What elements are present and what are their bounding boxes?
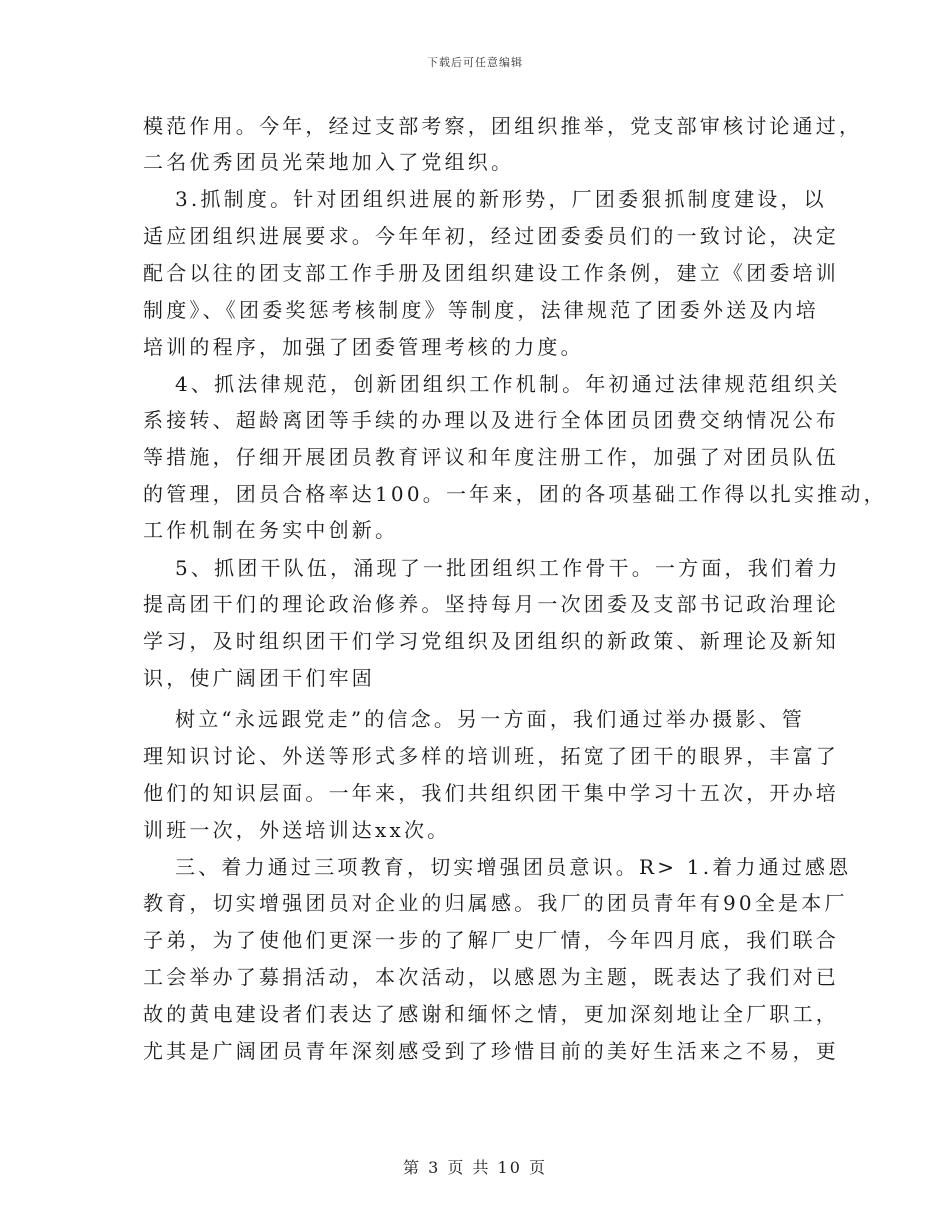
text-line-13: 5、抓团干队伍，涌现了一批团组织工作骨干。一方面，我们着力 (175, 556, 841, 580)
text-line-26: 尤其是广阔团员青年深刻感受到了珍惜目前的美好生活来之不易，更 (143, 1039, 839, 1063)
text-line-19: 他们的知识层面。一年来，我们共组织团干集中学习十五次，开办培 (143, 781, 839, 805)
text-line-9: 系接转、超龄离团等手续的办理以及进行全体团员团费交纳情况公布 (143, 408, 839, 432)
text-line-4: 适应团组织进展要求。今年年初，经过团委委员们的一致讨论，决定 (143, 224, 839, 248)
text-line-2: 二名优秀团员光荣地加入了党组织。 (143, 150, 515, 174)
text-line-5: 配合以往的团支部工作手册及团组织建设工作条例，建立《团委培训 (143, 261, 839, 285)
text-line-3: 3.抓制度。针对团组织进展的新形势，厂团委狠抓制度建设，以 (175, 187, 827, 211)
text-line-24: 工会举办了募捐活动，本次活动，以感恩为主题，既表达了我们对已 (143, 965, 839, 989)
text-line-21: 三、着力通过三项教育，切实增强团员意识。R> 1.着力通过感恩 (175, 855, 852, 879)
text-line-7: 培训的程序，加强了团委管理考核的力度。 (143, 335, 584, 359)
page-header: 下载后可任意编辑 (427, 56, 523, 69)
text-line-22: 教育，切实增强团员对企业的归属感。我厂的团员青年有90全是本厂 (143, 891, 848, 915)
text-line-18: 理知识讨论、外送等形式多样的培训班，拓宽了团干的眼界，丰富了 (143, 744, 839, 768)
text-line-12: 工作机制在务实中创新。 (143, 518, 399, 542)
text-line-23: 子弟，为了使他们更深一步的了解厂史厂情，今年四月底，我们联合 (143, 928, 839, 952)
text-line-17: 树立“永远跟党走”的信念。另一方面，我们通过举办摄影、管 (175, 707, 806, 731)
text-line-20: 训班一次，外送培训达xx次。 (143, 818, 451, 842)
text-line-1: 模范作用。今年，经过支部考察，团组织推举，党支部审核讨论通过， (143, 114, 863, 138)
text-line-6: 制度》、《团委奖惩考核制度》等制度，法律规范了团委外送及内培 (143, 298, 819, 322)
text-line-25: 故的黄电建设者们表达了感谢和缅怀之情，更加深刻地让全厂职工， (143, 1002, 839, 1026)
text-line-16: 识，使广阔团干们牢固 (143, 666, 375, 690)
text-line-8: 4、抓法律规范，创新团组织工作机制。年初通过法律规范组织关 (175, 372, 841, 396)
text-line-14: 提高团干们的理论政治修养。坚持每月一次团委及支部书记政治理论 (143, 592, 839, 616)
page-footer: 第 3 页 共 10 页 (403, 1158, 547, 1177)
text-line-11: 的管理，团员合格率达100。一年来，团的各项基础工作得以扎实推动， (143, 482, 887, 506)
text-line-10: 等措施，仔细开展团员教育评议和年度注册工作，加强了对团员队伍 (143, 445, 839, 469)
text-line-15: 学习，及时组织团干们学习党组织及团组织的新政策、新理论及新知 (143, 629, 839, 653)
